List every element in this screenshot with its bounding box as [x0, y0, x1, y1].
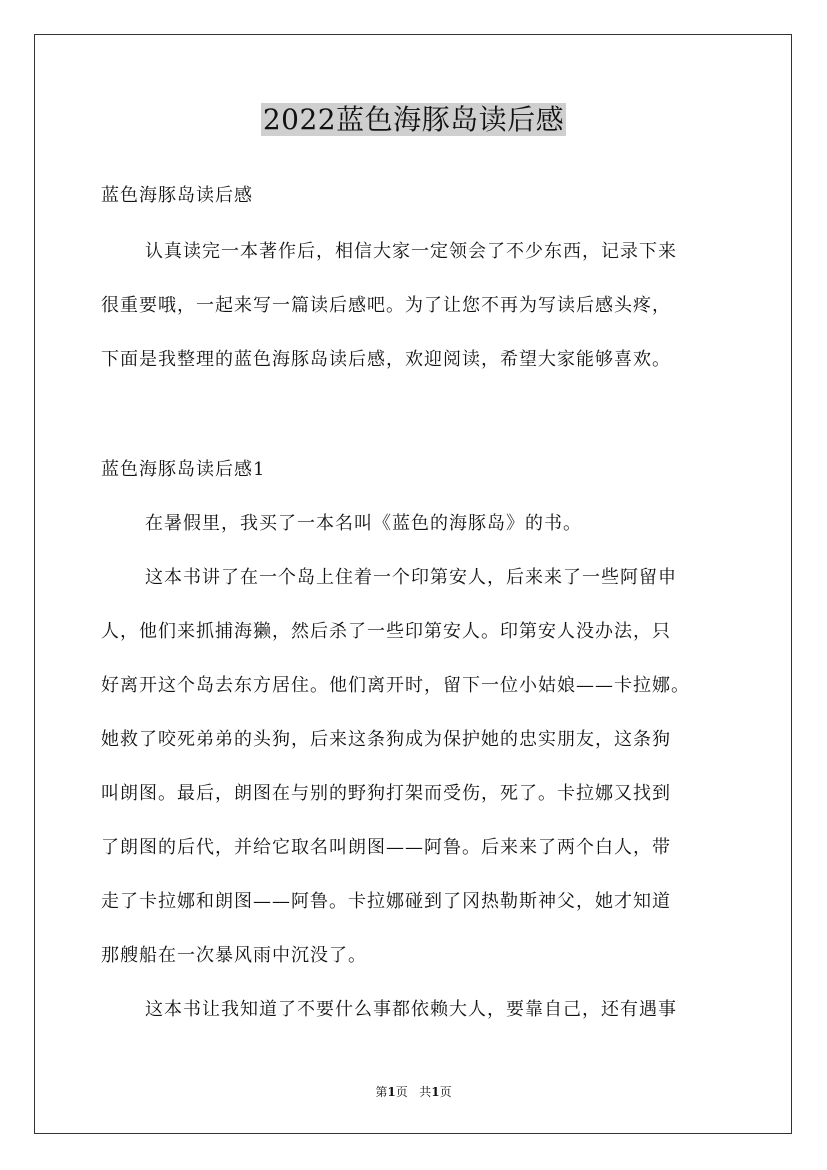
subtitle: 蓝色海豚岛读后感 — [101, 185, 253, 206]
page-footer — [0, 1083, 827, 1100]
paragraph-line: 这本书讲了在一个岛上住着一个印第安人，后来来了一些阿留申 — [145, 567, 677, 588]
intro-line: 下面是我整理的蓝色海豚岛读后感，欢迎阅读，希望大家能够喜欢。 — [101, 349, 671, 370]
paragraph-line: 叫朗图。最后，朗图在与别的野狗打架而受伤，死了。卡拉娜又找到 — [101, 783, 671, 804]
page-number: 1 — [387, 1085, 396, 1099]
paragraph-line: 她救了咬死弟弟的头狗，后来这条狗成为保护她的忠实朋友，这条狗 — [101, 729, 671, 750]
document-title-text: 2022蓝色海豚岛读后感 — [262, 103, 565, 136]
paragraph-line: 这本书让我知道了不要什么事都依赖大人，要靠自己，还有遇事 — [145, 999, 677, 1020]
paragraph-line: 了朗图的后代，并给它取名叫朗图——阿鲁。后来来了两个白人，带 — [101, 837, 671, 858]
footer-label: 页 — [439, 1085, 452, 1099]
paragraph-line: 在暑假里，我买了一本名叫《蓝色的海豚岛》的书。 — [145, 513, 582, 534]
document-title — [0, 100, 827, 140]
footer-label: 第 — [375, 1085, 388, 1099]
page-total: 1 — [431, 1085, 440, 1099]
section-heading: 蓝色海豚岛读后感1 — [101, 459, 266, 480]
paragraph-line: 人，他们来抓捕海獭，然后杀了一些印第安人。印第安人没办法，只 — [101, 621, 671, 642]
intro-line: 认真读完一本著作后，相信大家一定领会了不少东西，记录下来 — [145, 241, 677, 262]
paragraph-line: 好离开这个岛去东方居住。他们离开时，留下一位小姑娘——卡拉娜。 — [101, 675, 690, 696]
intro-line: 很重要哦，一起来写一篇读后感吧。为了让您不再为写读后感头疼， — [101, 295, 671, 316]
paragraph-line: 走了卡拉娜和朗图——阿鲁。卡拉娜碰到了冈热勒斯神父，她才知道 — [101, 891, 671, 912]
paragraph-line: 那艘船在一次暴风雨中沉没了。 — [101, 945, 367, 966]
footer-label: 页 共 — [395, 1085, 432, 1099]
